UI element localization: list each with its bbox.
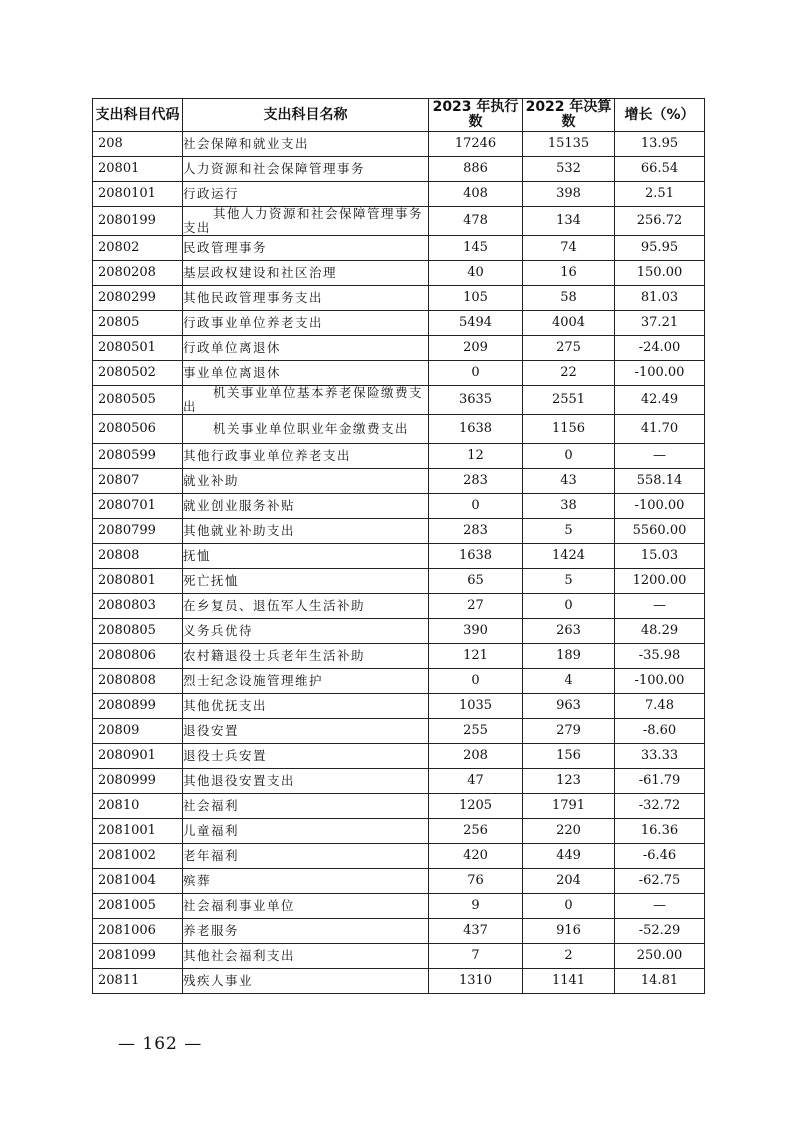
code-cell: 2080899: [93, 694, 183, 719]
code-cell: 2080502: [93, 361, 183, 386]
table-row: [93, 469, 705, 494]
final-2022-cell: 5: [523, 569, 615, 594]
name-cell: 其他优抚支出: [183, 694, 429, 719]
final-2022-cell: 43: [523, 469, 615, 494]
growth-cell: -8.60: [615, 719, 705, 744]
code-cell: 20811: [93, 969, 183, 994]
exec-2023-cell: 420: [429, 844, 523, 869]
name-cell: 农村籍退役士兵老年生活补助: [183, 644, 429, 669]
name-cell: 其他民政管理事务支出: [183, 286, 429, 311]
growth-cell: -100.00: [615, 361, 705, 386]
table-row: [93, 794, 705, 819]
code-cell: 2080501: [93, 336, 183, 361]
code-cell: 2080299: [93, 286, 183, 311]
table-row: [93, 386, 705, 415]
code-cell: 2080901: [93, 744, 183, 769]
name-cell: 其他就业补助支出: [183, 519, 429, 544]
name-cell: 残疾人事业: [183, 969, 429, 994]
table-row: [93, 336, 705, 361]
table-row: [93, 669, 705, 694]
final-2022-cell: 963: [523, 694, 615, 719]
growth-cell: 81.03: [615, 286, 705, 311]
exec-2023-cell: 390: [429, 619, 523, 644]
header-growth: 增长（%）: [615, 99, 705, 132]
final-2022-cell: 1156: [523, 415, 615, 444]
growth-cell: -52.29: [615, 919, 705, 944]
final-2022-cell: 0: [523, 894, 615, 919]
exec-2023-cell: 27: [429, 594, 523, 619]
header-exec-2023: 2023 年执行数: [429, 99, 523, 132]
final-2022-cell: 74: [523, 236, 615, 261]
table-row: [93, 132, 705, 157]
header-code: 支出科目代码: [93, 99, 183, 132]
exec-2023-cell: 208: [429, 744, 523, 769]
exec-2023-cell: 5494: [429, 311, 523, 336]
name-cell: 人力资源和社会保障管理事务: [183, 157, 429, 182]
exec-2023-cell: 9: [429, 894, 523, 919]
name-cell: 其他退役安置支出: [183, 769, 429, 794]
budget-expenditure-table: [92, 98, 705, 994]
code-cell: 2080599: [93, 444, 183, 469]
name-cell: 养老服务: [183, 919, 429, 944]
name-cell: 其他社会福利支出: [183, 944, 429, 969]
final-2022-cell: 204: [523, 869, 615, 894]
growth-cell: 14.81: [615, 969, 705, 994]
code-cell: 20805: [93, 311, 183, 336]
growth-cell: 15.03: [615, 544, 705, 569]
code-cell: 2080799: [93, 519, 183, 544]
name-cell: 老年福利: [183, 844, 429, 869]
growth-cell: —: [615, 444, 705, 469]
exec-2023-cell: 255: [429, 719, 523, 744]
code-cell: 2080208: [93, 261, 183, 286]
table-row: [93, 569, 705, 594]
growth-cell: —: [615, 894, 705, 919]
table-row: [93, 361, 705, 386]
table-row: [93, 236, 705, 261]
growth-cell: -62.75: [615, 869, 705, 894]
exec-2023-cell: 209: [429, 336, 523, 361]
final-2022-cell: 189: [523, 644, 615, 669]
code-cell: 2080199: [93, 207, 183, 236]
exec-2023-cell: 1638: [429, 415, 523, 444]
exec-2023-cell: 47: [429, 769, 523, 794]
name-cell: 行政运行: [183, 182, 429, 207]
growth-cell: -32.72: [615, 794, 705, 819]
exec-2023-cell: 17246: [429, 132, 523, 157]
growth-cell: -100.00: [615, 494, 705, 519]
growth-cell: 558.14: [615, 469, 705, 494]
exec-2023-cell: 1638: [429, 544, 523, 569]
growth-cell: 256.72: [615, 207, 705, 236]
exec-2023-cell: 7: [429, 944, 523, 969]
growth-cell: 41.70: [615, 415, 705, 444]
growth-cell: 95.95: [615, 236, 705, 261]
final-2022-cell: 58: [523, 286, 615, 311]
exec-2023-cell: 256: [429, 819, 523, 844]
growth-cell: 16.36: [615, 819, 705, 844]
exec-2023-cell: 121: [429, 644, 523, 669]
final-2022-cell: 1424: [523, 544, 615, 569]
final-2022-cell: 916: [523, 919, 615, 944]
table-body: [93, 132, 705, 994]
final-2022-cell: 275: [523, 336, 615, 361]
code-cell: 208: [93, 132, 183, 157]
exec-2023-cell: 1035: [429, 694, 523, 719]
final-2022-cell: 263: [523, 619, 615, 644]
table-row: [93, 544, 705, 569]
code-cell: 2080808: [93, 669, 183, 694]
table-row: [93, 844, 705, 869]
growth-cell: 48.29: [615, 619, 705, 644]
code-cell: 2080101: [93, 182, 183, 207]
code-cell: 2081006: [93, 919, 183, 944]
code-cell: 2081001: [93, 819, 183, 844]
exec-2023-cell: 105: [429, 286, 523, 311]
final-2022-cell: 532: [523, 157, 615, 182]
exec-2023-cell: 12: [429, 444, 523, 469]
exec-2023-cell: 0: [429, 361, 523, 386]
exec-2023-cell: 1205: [429, 794, 523, 819]
growth-cell: -35.98: [615, 644, 705, 669]
table-row: [93, 444, 705, 469]
name-cell: 社会福利: [183, 794, 429, 819]
growth-cell: 7.48: [615, 694, 705, 719]
final-2022-cell: 15135: [523, 132, 615, 157]
table-row: [93, 207, 705, 236]
growth-cell: 2.51: [615, 182, 705, 207]
name-cell: 民政管理事务: [183, 236, 429, 261]
code-cell: 20801: [93, 157, 183, 182]
growth-cell: -100.00: [615, 669, 705, 694]
code-cell: 2081005: [93, 894, 183, 919]
code-cell: 20807: [93, 469, 183, 494]
table-row: [93, 819, 705, 844]
name-cell: 死亡抚恤: [183, 569, 429, 594]
growth-cell: 33.33: [615, 744, 705, 769]
growth-cell: 37.21: [615, 311, 705, 336]
exec-2023-cell: 283: [429, 519, 523, 544]
code-cell: 2080701: [93, 494, 183, 519]
name-cell: 行政单位离退休: [183, 336, 429, 361]
final-2022-cell: 220: [523, 819, 615, 844]
final-2022-cell: 0: [523, 444, 615, 469]
name-cell: 抚恤: [183, 544, 429, 569]
name-cell: 义务兵优待: [183, 619, 429, 644]
name-cell: 其他行政事业单位养老支出: [183, 444, 429, 469]
growth-cell: 66.54: [615, 157, 705, 182]
final-2022-cell: 1141: [523, 969, 615, 994]
code-cell: 20809: [93, 719, 183, 744]
exec-2023-cell: 65: [429, 569, 523, 594]
exec-2023-cell: 0: [429, 494, 523, 519]
exec-2023-cell: 40: [429, 261, 523, 286]
exec-2023-cell: 3635: [429, 386, 523, 415]
table-row: [93, 769, 705, 794]
final-2022-cell: 449: [523, 844, 615, 869]
code-cell: 2080806: [93, 644, 183, 669]
exec-2023-cell: 408: [429, 182, 523, 207]
name-cell: 社会保障和就业支出: [183, 132, 429, 157]
table-row: [93, 644, 705, 669]
name-cell: 其他人力资源和社会保障管理事务支出: [183, 207, 429, 236]
code-cell: 2080801: [93, 569, 183, 594]
exec-2023-cell: 76: [429, 869, 523, 894]
table-row: [93, 694, 705, 719]
code-cell: 2080805: [93, 619, 183, 644]
table-row: [93, 519, 705, 544]
table-row: [93, 869, 705, 894]
final-2022-cell: 4: [523, 669, 615, 694]
name-cell: 儿童福利: [183, 819, 429, 844]
table-row: [93, 494, 705, 519]
code-cell: 2081004: [93, 869, 183, 894]
exec-2023-cell: 437: [429, 919, 523, 944]
name-cell: 行政事业单位养老支出: [183, 311, 429, 336]
growth-cell: -61.79: [615, 769, 705, 794]
name-cell: 机关事业单位职业年金缴费支出: [183, 415, 429, 444]
table-row: [93, 311, 705, 336]
growth-cell: 150.00: [615, 261, 705, 286]
name-cell: 烈士纪念设施管理维护: [183, 669, 429, 694]
table-row: [93, 594, 705, 619]
final-2022-cell: 5: [523, 519, 615, 544]
code-cell: 2080505: [93, 386, 183, 415]
growth-cell: -6.46: [615, 844, 705, 869]
code-cell: 2080803: [93, 594, 183, 619]
final-2022-cell: 2: [523, 944, 615, 969]
final-2022-cell: 156: [523, 744, 615, 769]
header-final-2022: 2022 年决算数: [523, 99, 615, 132]
final-2022-cell: 4004: [523, 311, 615, 336]
growth-cell: -24.00: [615, 336, 705, 361]
name-cell: 机关事业单位基本养老保险缴费支出: [183, 386, 429, 415]
code-cell: 20808: [93, 544, 183, 569]
code-cell: 2080506: [93, 415, 183, 444]
table-row: [93, 182, 705, 207]
growth-cell: 13.95: [615, 132, 705, 157]
exec-2023-cell: 478: [429, 207, 523, 236]
table-row: [93, 894, 705, 919]
code-cell: 20802: [93, 236, 183, 261]
growth-cell: 1200.00: [615, 569, 705, 594]
exec-2023-cell: 1310: [429, 969, 523, 994]
exec-2023-cell: 145: [429, 236, 523, 261]
table-row: [93, 919, 705, 944]
table-row: [93, 286, 705, 311]
name-cell: 就业创业服务补贴: [183, 494, 429, 519]
name-cell: 退役士兵安置: [183, 744, 429, 769]
header-name: 支出科目名称: [183, 99, 429, 132]
final-2022-cell: 279: [523, 719, 615, 744]
name-cell: 殡葬: [183, 869, 429, 894]
exec-2023-cell: 0: [429, 669, 523, 694]
final-2022-cell: 123: [523, 769, 615, 794]
code-cell: 2081099: [93, 944, 183, 969]
code-cell: 2080999: [93, 769, 183, 794]
growth-cell: —: [615, 594, 705, 619]
name-cell: 在乡复员、退伍军人生活补助: [183, 594, 429, 619]
final-2022-cell: 22: [523, 361, 615, 386]
table-row: [93, 157, 705, 182]
name-cell: 基层政权建设和社区治理: [183, 261, 429, 286]
table-row: [93, 415, 705, 444]
exec-2023-cell: 886: [429, 157, 523, 182]
final-2022-cell: 0: [523, 594, 615, 619]
table-header-row: [93, 99, 705, 132]
table-row: [93, 944, 705, 969]
table-row: [93, 261, 705, 286]
exec-2023-cell: 283: [429, 469, 523, 494]
growth-cell: 250.00: [615, 944, 705, 969]
final-2022-cell: 16: [523, 261, 615, 286]
code-cell: 20810: [93, 794, 183, 819]
final-2022-cell: 38: [523, 494, 615, 519]
table-row: [93, 969, 705, 994]
code-cell: 2081002: [93, 844, 183, 869]
growth-cell: 42.49: [615, 386, 705, 415]
name-cell: 退役安置: [183, 719, 429, 744]
name-cell: 就业补助: [183, 469, 429, 494]
final-2022-cell: 2551: [523, 386, 615, 415]
final-2022-cell: 398: [523, 182, 615, 207]
name-cell: 社会福利事业单位: [183, 894, 429, 919]
page-number: — 162 —: [118, 1034, 203, 1054]
table-row: [93, 719, 705, 744]
name-cell: 事业单位离退休: [183, 361, 429, 386]
table-row: [93, 619, 705, 644]
final-2022-cell: 134: [523, 207, 615, 236]
table-row: [93, 744, 705, 769]
final-2022-cell: 1791: [523, 794, 615, 819]
growth-cell: 5560.00: [615, 519, 705, 544]
